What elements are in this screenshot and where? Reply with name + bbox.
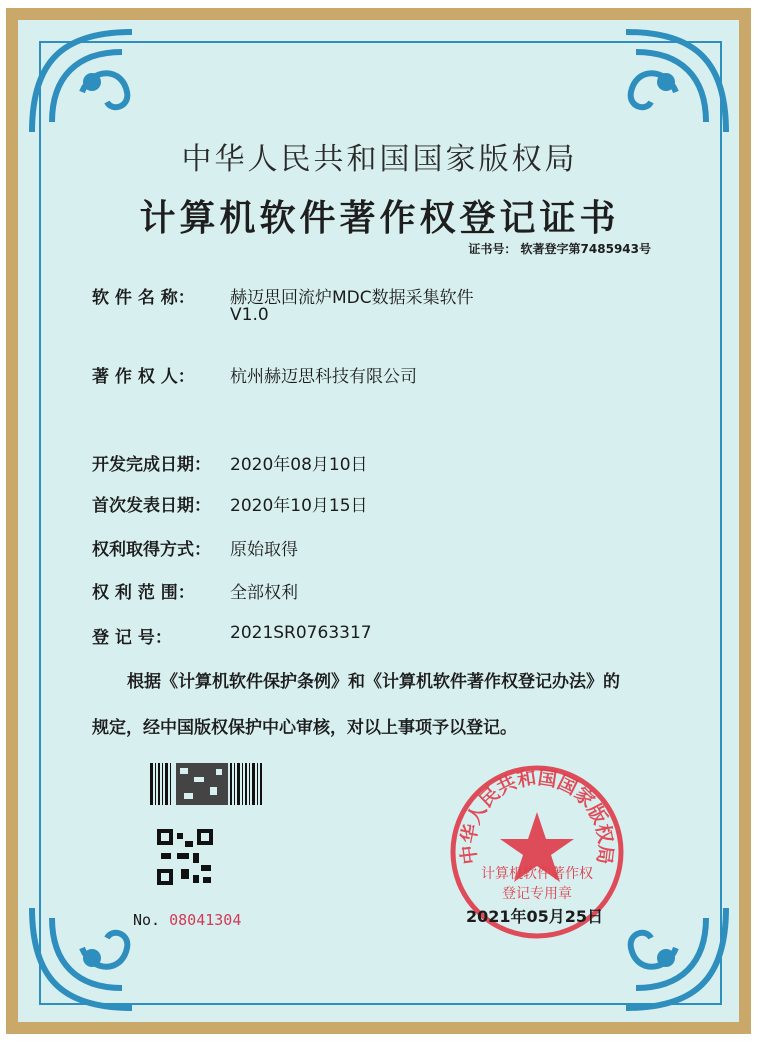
- certificate-number-value: 软著登字第7485943号: [520, 242, 651, 256]
- field-value-acquisition-method: 原始取得: [230, 540, 298, 560]
- seal-line-2: 登记专用章: [502, 886, 572, 902]
- corner-ornament-icon: [586, 22, 736, 142]
- field-label-registration-number: 登 记 号：: [92, 628, 172, 648]
- seal-line-1: 计算机软件著作权: [481, 866, 593, 882]
- field-label-software-name: 软 件 名 称：: [92, 288, 195, 308]
- serial-number-value: 08041304: [169, 911, 242, 929]
- serial-number-prefix: No.: [133, 911, 161, 929]
- field-value-publication-date: 2020年10月15日: [230, 496, 368, 516]
- issue-date: 2021年05月25日: [466, 907, 604, 926]
- statement-line-2: 规定，经中国版权保护中心审核，对以上事项予以登记。: [92, 718, 517, 738]
- corner-ornament-icon: [22, 22, 172, 142]
- serial-number: [133, 911, 241, 929]
- field-label-completion-date: 开发完成日期：: [92, 455, 211, 475]
- field-value-rights-scope: 全部权利: [230, 583, 298, 603]
- qr-code-icon: [157, 829, 213, 885]
- issuer-title: 中华人民共和国国家版权局: [181, 142, 578, 177]
- statement-line-1: 根据《计算机软件保护条例》和《计算机软件著作权登记办法》的: [127, 672, 620, 692]
- field-value-completion-date: 2020年08月10日: [230, 455, 368, 475]
- barcode-icon: [150, 763, 262, 805]
- certificate-number: [468, 240, 651, 257]
- field-value-software-name: 赫迈思回流炉MDC数据采集软件: [230, 288, 474, 308]
- field-value-copyright-owner: 杭州赫迈思科技有限公司: [230, 367, 417, 387]
- seal-ring-text: 中华人民共和国国家版权局: [457, 766, 617, 866]
- certificate-title: 计算机软件著作权登记证书: [139, 197, 620, 239]
- certificate-number-label: 证书号：: [468, 242, 517, 256]
- field-label-publication-date: 首次发表日期：: [92, 496, 211, 516]
- field-value-registration-number: 2021SR0763317: [230, 623, 372, 643]
- field-label-acquisition-method: 权利取得方式：: [92, 540, 211, 560]
- field-label-rights-scope: 权 利 范 围：: [92, 583, 195, 603]
- field-label-copyright-owner: 著 作 权 人：: [92, 367, 195, 387]
- field-value-software-version: V1.0: [230, 305, 269, 325]
